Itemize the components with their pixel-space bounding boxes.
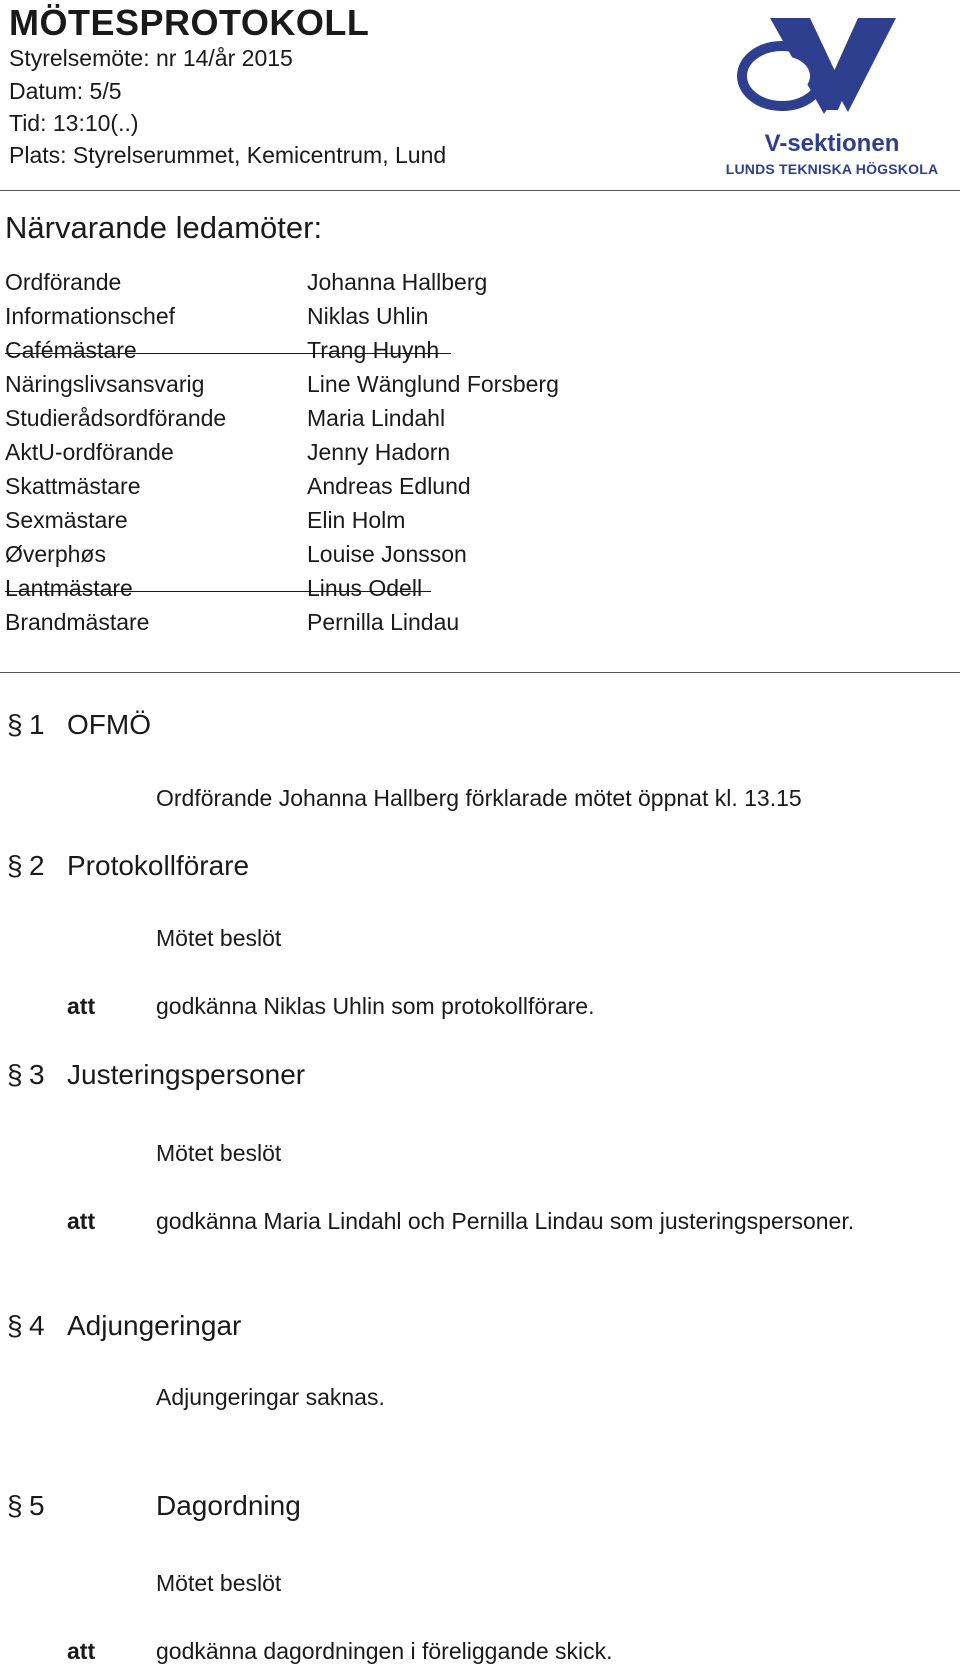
member-name: Pernilla Lindau xyxy=(307,609,460,635)
member-name: Andreas Edlund xyxy=(307,473,471,499)
section-decision: Mötet beslöt xyxy=(156,925,282,951)
section-number: 4 xyxy=(29,1310,45,1341)
meeting-time: Tid: 13:10(..) xyxy=(9,110,139,136)
section-text: godkänna Niklas Uhlin som protokollförare. xyxy=(156,993,595,1019)
member-role: Sexmästare xyxy=(5,507,128,533)
section-number: 1 xyxy=(29,709,45,740)
absent-strike-line xyxy=(5,353,451,354)
section-text: Adjungeringar saknas. xyxy=(156,1384,385,1410)
logo-subtitle: LUNDS TEKNISKA HÖGSKOLA xyxy=(725,161,939,177)
header-divider xyxy=(0,190,960,191)
member-name: Johanna Hallberg xyxy=(307,269,488,295)
section-title: Justeringspersoner xyxy=(67,1059,306,1090)
section-title: Dagordning xyxy=(156,1490,301,1521)
section-text: Ordförande Johanna Hallberg förklarade mötet öppnat kl. 13.15 xyxy=(156,785,802,811)
meeting-date: Datum: 5/5 xyxy=(9,78,122,104)
member-role: Lantmästare xyxy=(5,575,133,601)
section-title: Adjungeringar xyxy=(67,1310,242,1341)
member-role: Ordförande xyxy=(5,269,122,295)
member-role: Brandmästare xyxy=(5,609,150,635)
member-role: Øverphøs xyxy=(5,541,106,567)
section-sign: § xyxy=(7,709,23,740)
section-number: 3 xyxy=(29,1059,45,1090)
member-name: Maria Lindahl xyxy=(307,405,446,431)
attendance-title: Närvarande ledamöter: xyxy=(5,210,323,245)
absent-strike-line xyxy=(5,591,431,592)
section-sign: § xyxy=(7,850,23,881)
section-decision: Mötet beslöt xyxy=(156,1140,282,1166)
member-role: Informationschef xyxy=(5,303,176,329)
section-sign: § xyxy=(7,1310,23,1341)
section-sign: § xyxy=(7,1490,23,1521)
member-name: Louise Jonsson xyxy=(307,541,467,567)
member-role: Studierådsordförande xyxy=(5,405,227,431)
member-name: Trang Huynh xyxy=(307,337,440,363)
section-text: godkänna Maria Lindahl och Pernilla Lindau som justeringspersoner. xyxy=(156,1208,855,1234)
att-label: att xyxy=(67,993,96,1019)
document-title: MÖTESPROTOKOLL xyxy=(9,2,370,43)
att-label: att xyxy=(67,1208,96,1234)
section-decision: Mötet beslöt xyxy=(156,1570,282,1596)
section-number: 5 xyxy=(29,1490,45,1521)
member-name: Line Wänglund Forsberg xyxy=(307,371,559,397)
member-name: Linus Odell xyxy=(307,575,423,601)
member-role: Skattmästare xyxy=(5,473,141,499)
member-name: Jenny Hadorn xyxy=(307,439,451,465)
section-text: godkänna dagordningen i föreliggande skick. xyxy=(156,1638,613,1664)
member-name: Niklas Uhlin xyxy=(307,303,429,329)
section-number: 2 xyxy=(29,850,45,881)
v-sektionen-logo-icon xyxy=(720,14,960,184)
member-role: AktU-ordförande xyxy=(5,439,174,465)
att-label: att xyxy=(67,1638,96,1664)
member-role: Cafémästare xyxy=(5,337,137,363)
member-role: Näringslivsansvarig xyxy=(5,371,205,397)
attendance-divider xyxy=(0,672,960,673)
logo-name: V-sektionen xyxy=(764,130,900,157)
meeting-place: Plats: Styrelserummet, Kemicentrum, Lund xyxy=(9,142,447,168)
member-name: Elin Holm xyxy=(307,507,406,533)
meeting-number: Styrelsemöte: nr 14/år 2015 xyxy=(9,45,293,71)
section-title: Protokollförare xyxy=(67,850,250,881)
section-title: OFMÖ xyxy=(67,709,151,740)
section-sign: § xyxy=(7,1059,23,1090)
